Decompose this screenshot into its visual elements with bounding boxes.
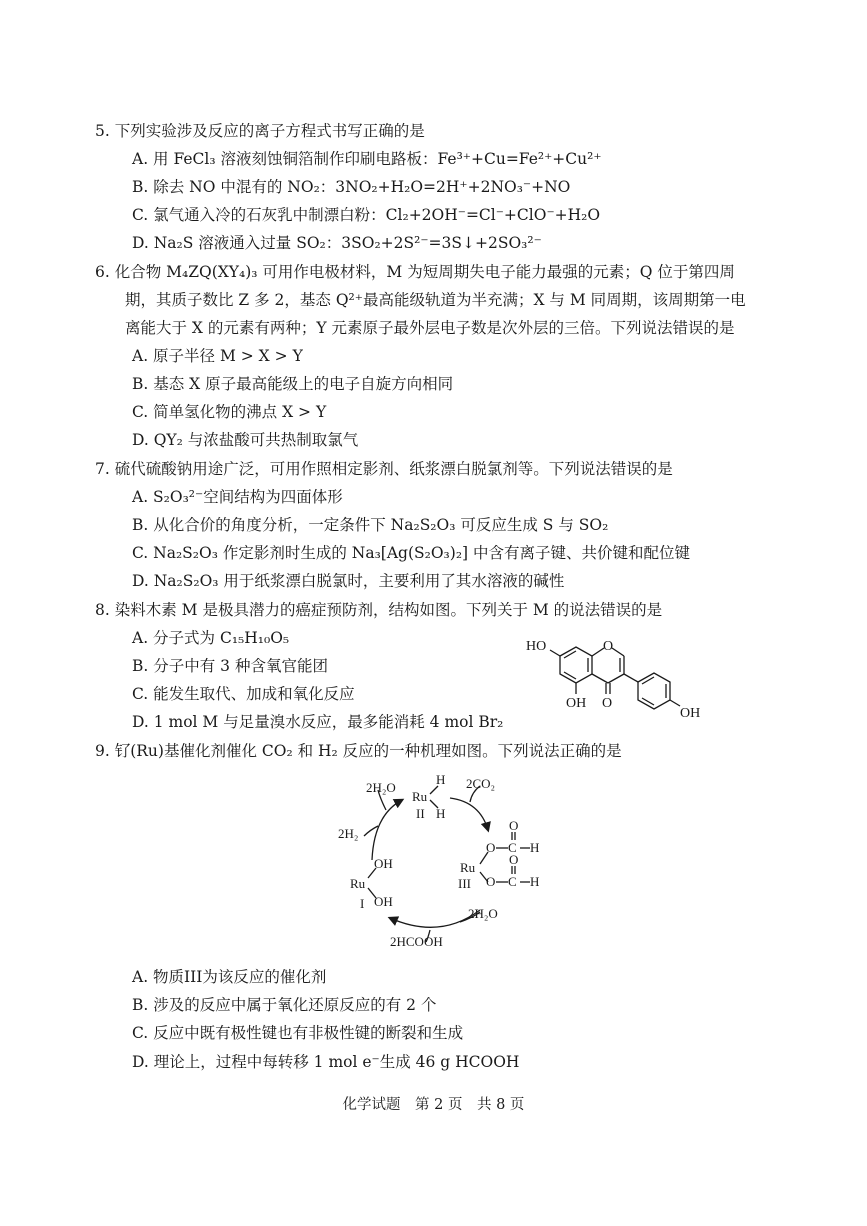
q9-option-d: D. 理论上，过程中每转移 1 mol e⁻生成 46 g HCOOH <box>132 1053 520 1071</box>
q8-stem: 8. 染料木素 M 是极具潜力的癌症预防剂，结构如图。下列关于 M 的说法错误的是 <box>95 601 663 619</box>
q5-option-b: B. 除去 NO 中混有的 NO₂：3NO₂+H₂O=2H⁺+2NO₃⁻+NO <box>132 178 571 196</box>
iii-o2-top: O <box>509 852 519 867</box>
q6-stem-line3: 离能大于 X 的元素有两种；Y 元素原子最外层电子数是次外层的三倍。下列说法错误的是 <box>125 319 735 337</box>
keto-oxygen-label: O <box>602 696 613 711</box>
ru-ii-label: Ru <box>412 789 428 804</box>
q6-stem-line2: 期，其质子数比 Z 多 2，基态 Q²⁺最高能级轨道为半充满；X 与 M 同周期，该周期第一电 <box>125 291 746 309</box>
q6-option-c: C. 简单氢化物的沸点 X > Y <box>132 403 327 421</box>
q8-option-c: C. 能发生取代、加成和氧化反应 <box>132 685 355 703</box>
iii-o1: O <box>486 840 496 855</box>
q9-option-b: B. 涉及的反应中属于氧化还原反应的有 2 个 <box>132 996 437 1014</box>
co2-in-label: 2CO₂ <box>466 776 496 791</box>
ru-i-label: Ru <box>350 876 366 891</box>
q6-stem-line1: 6. 化合物 M₄ZQ(XY₄)₃ 可用作电极材料，M 为短周期失电子能力最强的元素；Q 位于第四周 <box>95 263 735 281</box>
h2o-out2-label: 2H₂O <box>468 906 498 921</box>
q7-stem: 7. 硫代硫酸钠用途广泛，可用作照相定影剂、纸浆漂白脱氯剂等。下列说法错误的是 <box>95 460 673 478</box>
q6-option-b: B. 基态 X 原子最高能级上的电子自旋方向相同 <box>132 375 454 393</box>
q5-option-d: D. Na₂S 溶液通入过量 SO₂：3SO₂+2S²⁻=3S↓+2SO₃²⁻ <box>132 234 542 252</box>
q8-option-d: D. 1 mol M 与足量溴水反应，最多能消耗 4 mol Br₂ <box>132 713 504 731</box>
iii-c1: C <box>508 840 517 855</box>
page-footer: 化学试题 第 2 页 共 8 页 <box>342 1097 525 1113</box>
ho-left-label: HO <box>526 639 547 654</box>
ring-oxygen-label: O <box>603 639 614 654</box>
oh-bottom-label: OH <box>566 696 587 711</box>
iii-c2: C <box>508 874 517 889</box>
q7-option-c: C. Na₂S₂O₃ 作定影剂时生成的 Na₃[Ag(S₂O₃)₂] 中含有离子键、共价键和配位键 <box>132 544 691 562</box>
q6-option-a: A. 原子半径 M > X > Y <box>132 347 303 365</box>
iii-h2: H <box>530 874 540 889</box>
q8-option-b: B. 分子中有 3 种含氧官能团 <box>132 657 328 675</box>
ru-i-oh-bottom: OH <box>374 894 393 909</box>
ru-i-oh-top: OH <box>374 856 393 871</box>
iii-o1-top: O <box>509 818 519 833</box>
q9-option-a: A. 物质III为该反应的催化剂 <box>132 968 327 986</box>
q7-option-d: D. Na₂S₂O₃ 用于纸浆漂白脱氯时，主要利用了其水溶液的碱性 <box>132 572 565 590</box>
catalytic-cycle-diagram <box>330 770 560 955</box>
iii-h1: H <box>530 840 540 855</box>
q8-option-a: A. 分子式为 C₁₅H₁₀O₅ <box>132 629 290 647</box>
q5-stem: 5. 下列实验涉及反应的离子方程式书写正确的是 <box>95 122 425 140</box>
q9-option-c: C. 反应中既有极性键也有非极性键的断裂和生成 <box>132 1024 464 1042</box>
label-iii: III <box>458 876 471 891</box>
q7-option-b: B. 从化合价的角度分析，一定条件下 Na₂S₂O₃ 可反应生成 S 与 SO₂ <box>132 516 609 534</box>
label-ii: II <box>416 806 425 821</box>
iii-o2: O <box>486 874 496 889</box>
h2-in-label: 2H₂ <box>338 826 359 841</box>
q6-option-d: D. QY₂ 与浓盐酸可共热制取氯气 <box>132 431 359 449</box>
q5-option-c: C. 氯气通入冷的石灰乳中制漂白粉：Cl₂+2OH⁻=Cl⁻+ClO⁻+H₂O <box>132 206 601 224</box>
ru-ii-h-top: H <box>436 772 446 787</box>
q5-option-a: A. 用 FeCl₃ 溶液刻蚀铜箔制作印刷电路板：Fe³⁺+Cu=Fe²⁺+Cu²⁺ <box>132 150 602 168</box>
oh-right-label: OH <box>680 706 701 720</box>
ru-ii-h-bottom: H <box>436 806 446 821</box>
genistein-structure <box>520 628 710 720</box>
ru-iii-label: Ru <box>460 860 476 875</box>
q9-stem: 9. 钌(Ru)基催化剂催化 CO₂ 和 H₂ 反应的一种机理如图。下列说法正确的是 <box>95 742 622 760</box>
hcooh-out-label: 2HCOOH <box>390 934 443 949</box>
label-i: I <box>360 896 365 911</box>
h2o-out-label: 2H₂O <box>366 780 396 795</box>
q7-option-a: A. S₂O₃²⁻空间结构为四面体形 <box>132 488 343 506</box>
